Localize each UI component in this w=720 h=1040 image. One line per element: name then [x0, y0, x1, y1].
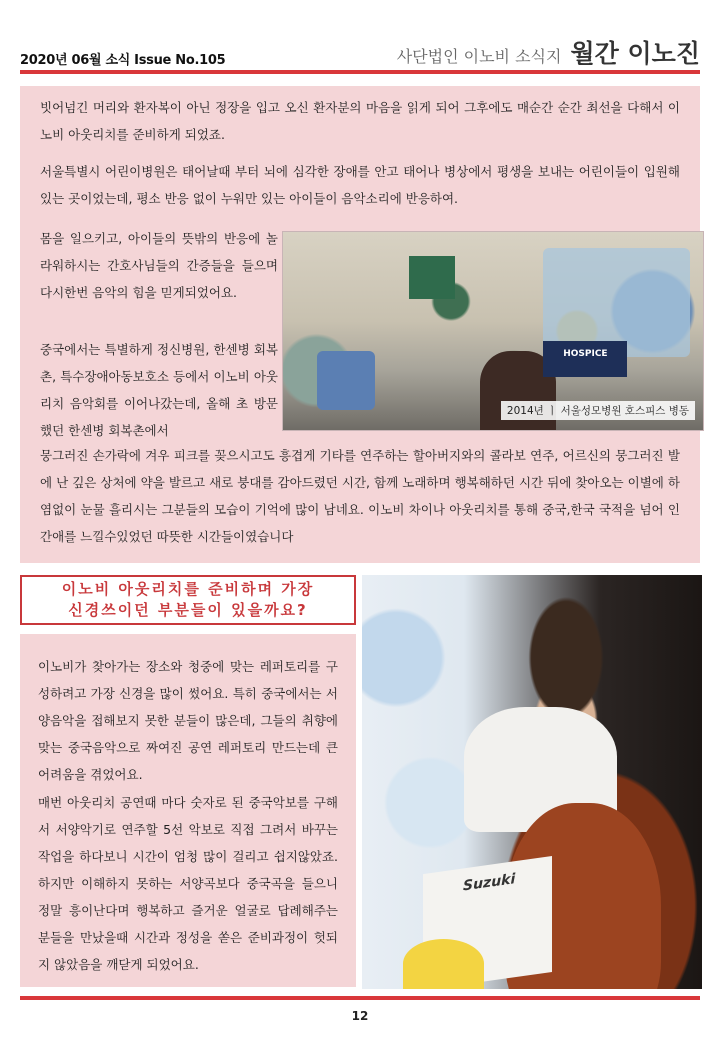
cellist-photo: [362, 575, 702, 989]
answer-box: [20, 634, 356, 987]
question-line-1: 이노비 아웃리치를 준비하며 가장: [61, 580, 315, 598]
article-paragraph-3: 몸을 일으키고, 아이들의 뜻밖의 반응에 놀라워하시는 간호사님들의 간증들을 들으며 다시한번 음악의 힘을 믿게되었어요.: [40, 231, 278, 300]
answer-paragraph-2: 매번 아웃리치 공연때 마다 숫자로 된 중국악보를 구해서 서양악기로 연주할 5선 악보로 직접 그려서 바꾸는 작업을 하다보니 시간이 엄청 많이 걸리고 쉽지않았죠. 하지만 이해하지 못하는 서양곡보다 중국곡을 들으니 정말 흥이난다며 행복하고 즐거운 얼굴로 답례해주는 분들을 만났을때 시간과 정성을 쏟은 준비과정이 헛되지 않았음을 깨닫게 되었어요.: [38, 795, 338, 972]
question-line-2: 신경쓰이던 부분들이 있을까요?: [68, 601, 308, 619]
hospice-sign: HOSPICE: [563, 348, 608, 359]
music-stand-label: Suzuki: [463, 870, 516, 895]
answer-paragraph-1: 이노비가 찾아가는 장소와 청중에 맞는 레퍼토리를 구성하려고 가장 신경을 많이 썼어요. 특히 중국에서는 서양음악을 접해보지 못한 분들이 많은데, 그들의 취향에 맞는 중국음악으로 짜여진 공연 레퍼토리 만드는데 큰 어려움을 겪었어요.: [38, 659, 338, 782]
hospice-concert-photo: [282, 231, 704, 431]
header-divider: [20, 70, 700, 74]
masthead-subtitle: 사단법인 이노비 소식지: [396, 47, 562, 66]
newsletter-masthead: [397, 34, 700, 70]
question-heading-box: [20, 575, 356, 625]
page-number: 12: [351, 1009, 369, 1023]
photo-caption: 2014년 ㅣ 서울성모병원 호스피스 병동: [501, 401, 695, 420]
article-paragraph-1: 빗어넘긴 머리와 환자복이 아닌 정장을 입고 오신 환자분의 마음을 읽게 되어 그후에도 매순간 순간 최선을 다해서 이노비 아웃리치를 준비하게 되었죠.: [40, 100, 680, 142]
masthead-title: 월간 이노진: [570, 39, 700, 68]
article-paragraph-4: 중국에서는 특별하게 정신병원, 한센병 회복촌, 특수장애아동보호소 등에서 이노비 아웃리치 음악회를 이어나갔는데, 올해 초 방문했던 한센병 회복촌에서: [40, 342, 278, 438]
article-paragraph-2: 서울특별시 어린이병원은 태어날때 부터 뇌에 심각한 장애를 안고 태어나 병상에서 평생을 보내는 어린이들이 입원해 있는 곳이었는데, 평소 반응 없이 누워만 있는 아이들이 음악소리에 반응하여.: [40, 164, 680, 206]
issue-label: 2020년 06월 소식 Issue No.105: [20, 53, 226, 68]
article-paragraph-5: 뭉그러진 손가락에 겨우 피크를 꽂으시고도 흥겹게 기타를 연주하는 할아버지와의 콜라보 연주, 어르신의 뭉그러진 발에 난 깊은 상처에 약을 발르고 새로 붕대를 감아드렸던 시간, 함께 노래하며 행복해하던 시간 뒤에 찾아오는 이별에 하염없이 눈물 흘리시는 그분들의 모습이 기억에 많이 남네요. 이노비 차이나 아웃리치를 통해 중국,한국 국적을 넘어 인간애를 느낄수있었던 따뜻한 시간들이였습니다: [40, 448, 680, 544]
footer-divider: [20, 996, 700, 1000]
